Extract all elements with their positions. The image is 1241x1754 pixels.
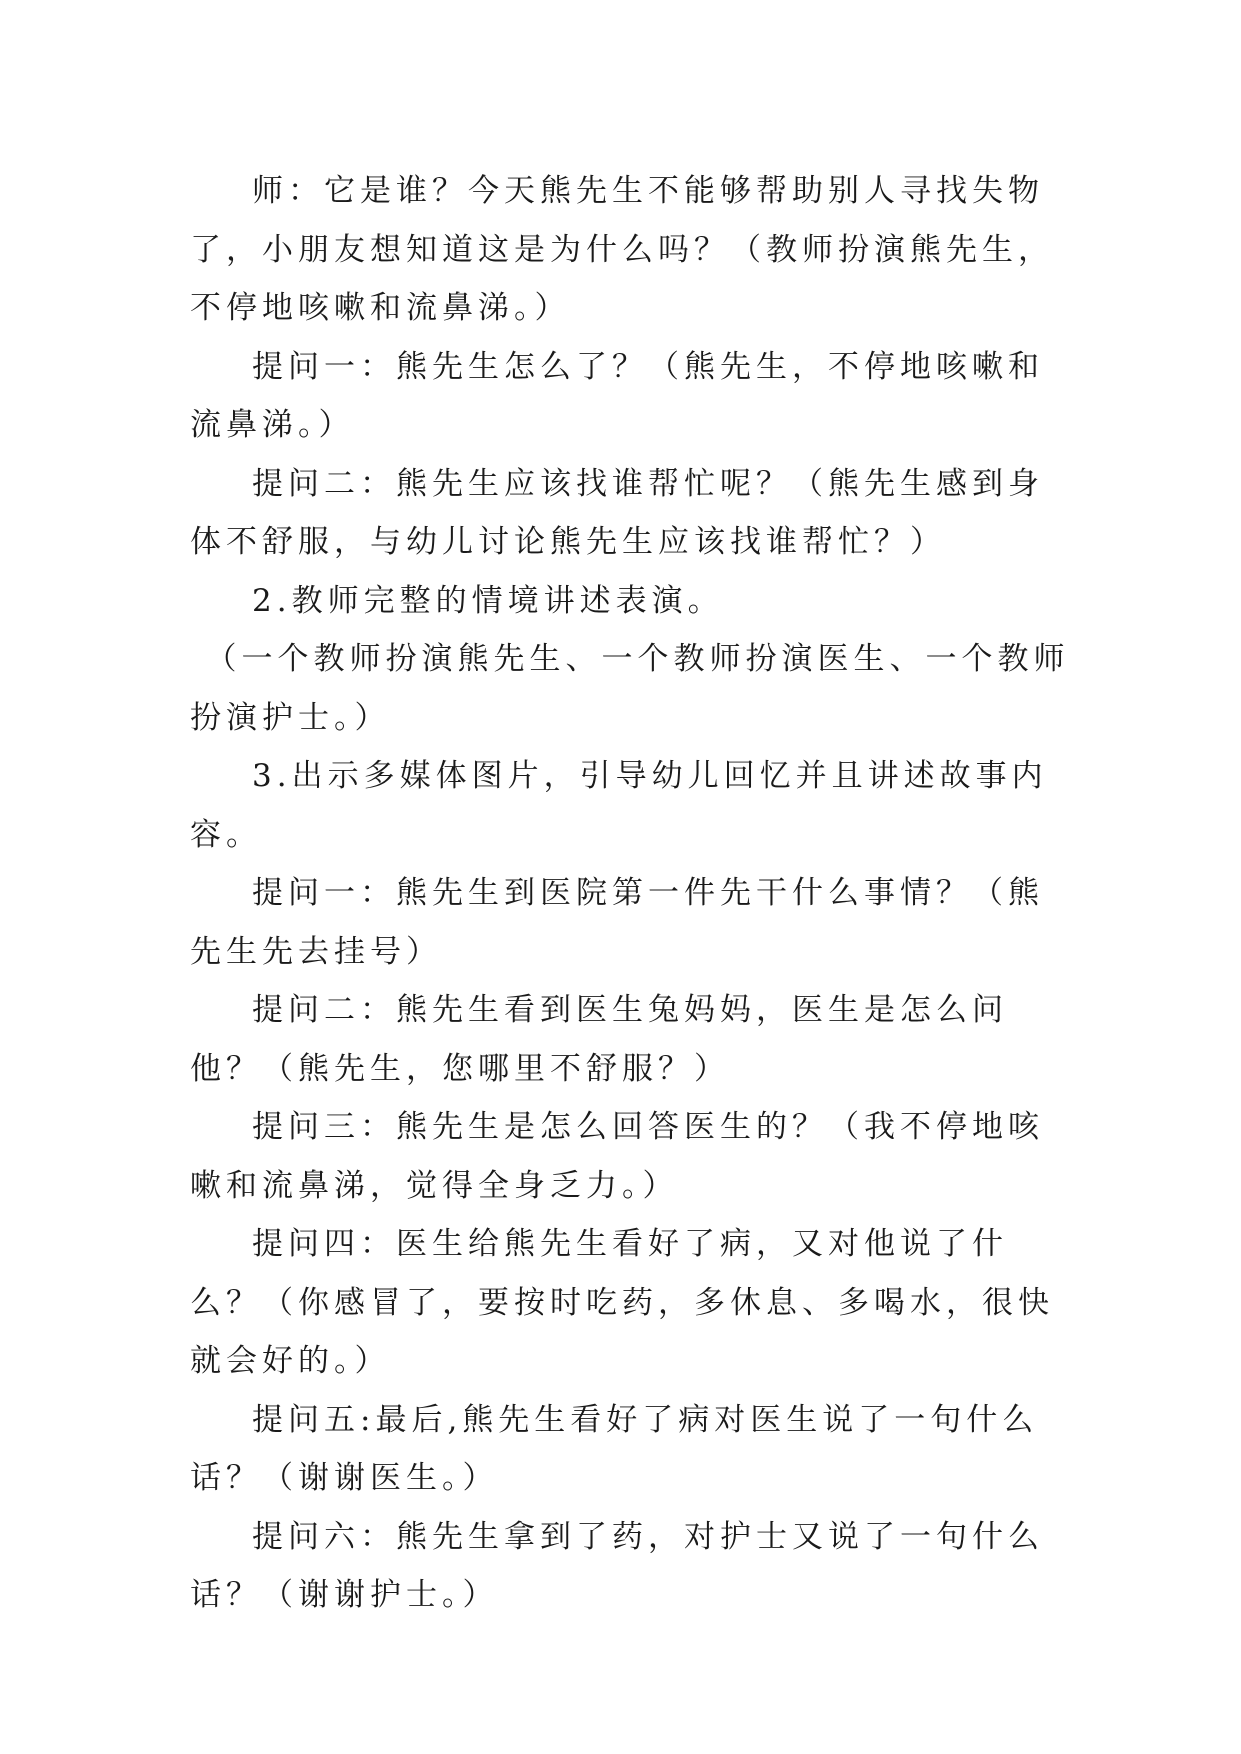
paragraph-teacher-intro: 师：它是谁？今天熊先生不能够帮助别人寻找失物了，小朋友想知道这是为什么吗？（教师扮演熊先生，不停地咳嗽和流鼻涕。） bbox=[190, 173, 1054, 326]
paragraph-step-3: 3.出示多媒体图片，引导幼儿回忆并且讲述故事内容。 bbox=[190, 758, 1048, 853]
paragraph-hospital-question-3: 提问三：熊先生是怎么回答医生的？（我不停地咳嗽和流鼻涕，觉得全身乏力。） bbox=[190, 1109, 1044, 1204]
paragraph-question-1: 提问一：熊先生怎么了？（熊先生，不停地咳嗽和流鼻涕。） bbox=[190, 348, 1044, 443]
paragraph-hospital-question-1: 提问一：熊先生到医院第一件先干什么事情？（熊先生先去挂号） bbox=[190, 875, 1044, 970]
paragraph-hospital-question-4: 提问四：医生给熊先生看好了病，又对他说了什么？（你感冒了，要按时吃药，多休息、多喝水，很快就会好的。） bbox=[190, 1226, 1054, 1379]
paragraph-question-2: 提问二：熊先生应该找谁帮忙呢？（熊先生感到身体不舒服，与幼儿讨论熊先生应该找谁帮忙？） bbox=[190, 465, 1044, 560]
paragraph-hospital-question-6: 提问六：熊先生拿到了药，对护士又说了一句什么话？（谢谢护士。） bbox=[190, 1518, 1044, 1613]
paragraph-hospital-question-2: 提问二：熊先生看到医生兔妈妈，医生是怎么问他？（熊先生，您哪里不舒服？） bbox=[190, 992, 1008, 1087]
paragraph-hospital-question-5: 提问五:最后,熊先生看好了病对医生说了一句什么话？（谢谢医生。） bbox=[190, 1401, 1039, 1496]
paragraph-step-2: 2.教师完整的情境讲述表演。 bbox=[252, 582, 724, 619]
paragraph-roles: （一个教师扮演熊先生、一个教师扮演医生、一个教师扮演护士。） bbox=[190, 641, 1070, 736]
document-body bbox=[190, 162, 1070, 1625]
